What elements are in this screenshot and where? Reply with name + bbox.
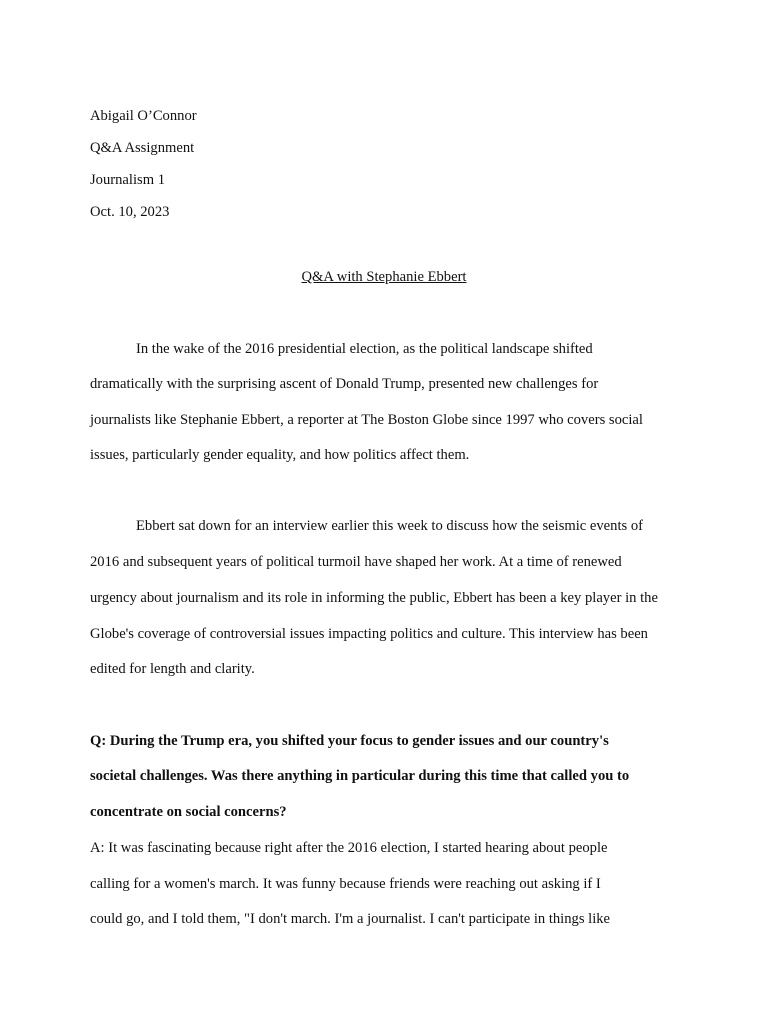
question-line: concentrate on social concerns? bbox=[90, 804, 287, 820]
assignment-label: Q&A Assignment bbox=[90, 140, 195, 156]
answer-line: calling for a women's march. It was funny because friends were reaching out asking if I bbox=[90, 876, 601, 892]
paragraph-line: dramatically with the surprising ascent of Donald Trump, presented new challenges for bbox=[90, 376, 599, 392]
paragraph-line: issues, particularly gender equality, and how politics affect them. bbox=[90, 447, 470, 463]
paragraph-line: Ebbert sat down for an interview earlier this week to discuss how the seismic events of bbox=[136, 518, 643, 534]
paragraph-line: In the wake of the 2016 presidential election, as the political landscape shifted bbox=[136, 341, 593, 357]
question-line: societal challenges. Was there anything in particular during this time that called you to bbox=[90, 768, 630, 784]
document-title: Q&A with Stephanie Ebbert bbox=[301, 269, 467, 285]
paragraph-line: journalists like Stephanie Ebbert, a reporter at The Boston Globe since 1997 who covers social bbox=[90, 412, 643, 428]
paragraph-line: edited for length and clarity. bbox=[90, 661, 255, 677]
question-line: Q: During the Trump era, you shifted your focus to gender issues and our country's bbox=[90, 733, 609, 749]
answer-line: A: It was fascinating because right after the 2016 election, I started hearing about people bbox=[90, 840, 608, 856]
answer-line: could go, and I told them, "I don't march. I'm a journalist. I can't participate in things like bbox=[90, 911, 611, 927]
date-label: Oct. 10, 2023 bbox=[90, 204, 170, 220]
author-name: Abigail O’Connor bbox=[90, 108, 197, 124]
paragraph-line: 2016 and subsequent years of political turmoil have shaped her work. At a time of renewed bbox=[90, 554, 622, 570]
paragraph-line: Globe's coverage of controversial issues impacting politics and culture. This interview has been bbox=[90, 626, 648, 642]
paragraph-line: urgency about journalism and its role in informing the public, Ebbert has been a key player in the bbox=[90, 590, 658, 606]
course-label: Journalism 1 bbox=[90, 172, 165, 188]
